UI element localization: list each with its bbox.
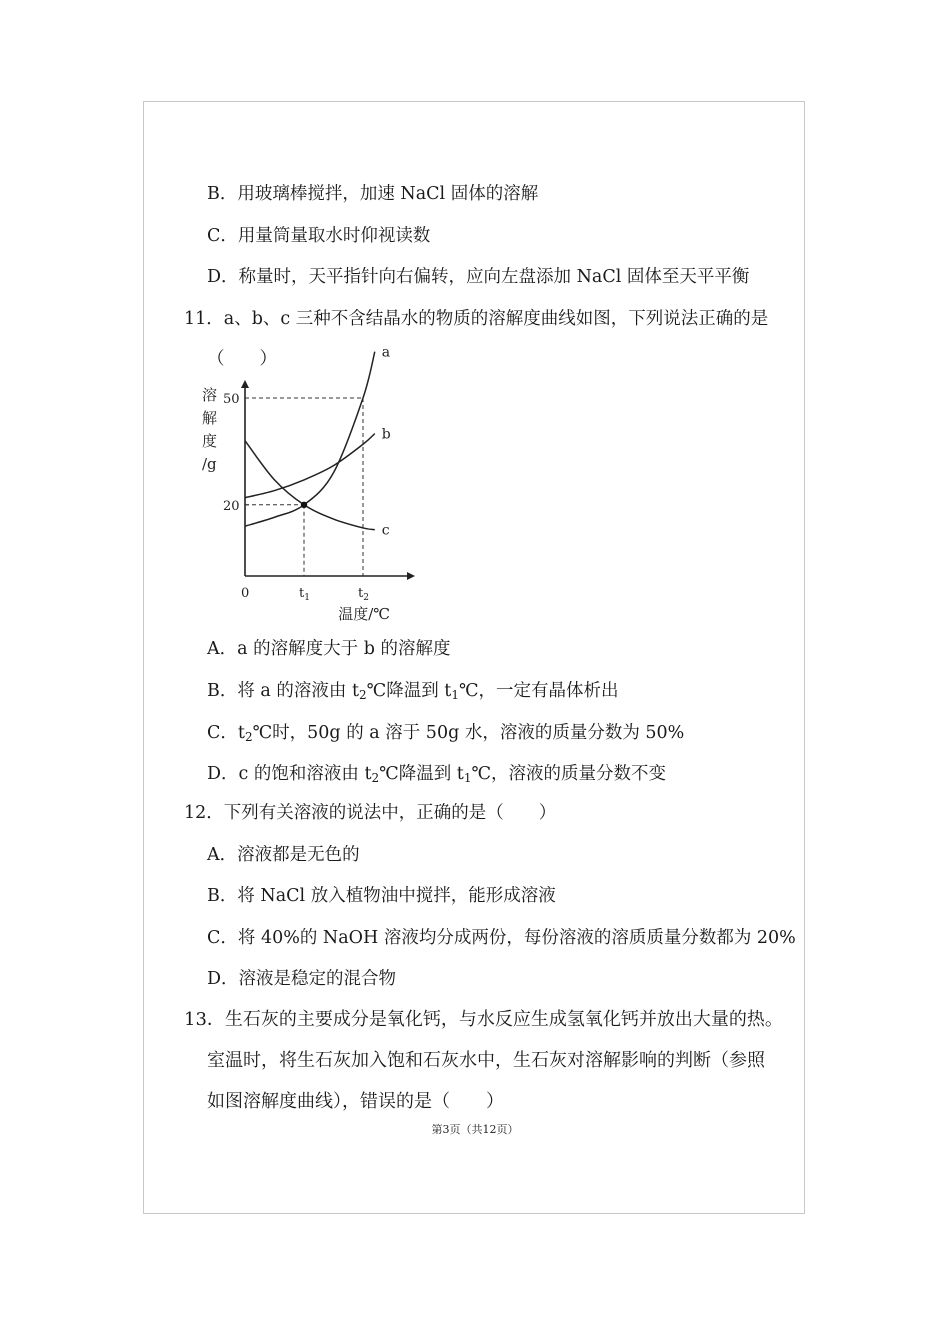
curve-label-b: b: [381, 426, 391, 443]
q12-option-d: D．溶液是稳定的混合物: [207, 969, 397, 989]
page-footer: 第3页（共12页）: [431, 1123, 519, 1136]
q10-option-b: B．用玻璃棒搅拌，加速 NaCl 固体的溶解: [207, 184, 539, 204]
y-axis-arrow-icon: [241, 380, 249, 388]
q11-bracket: （ ）: [207, 349, 277, 369]
curve-c: [245, 441, 375, 530]
x-axis-arrow-icon: [407, 572, 415, 580]
q13-line-2: 室温时，将生石灰加入饱和石灰水中，生石灰对溶解影响的判断（参照: [207, 1050, 765, 1071]
intersection-point: [301, 502, 307, 508]
x-tick-label: $t_1$: [299, 586, 310, 603]
q12-option-a: A．溶液都是无色的: [207, 845, 360, 865]
q13-line-1: 13．生石灰的主要成分是氧化钙，与水反应生成氢氧化钙并放出大量的热。: [184, 1009, 783, 1030]
y-axis-label-char: 溶: [202, 386, 218, 404]
y-tick-label: 50: [223, 392, 240, 407]
x-tick-label: $t_2$: [358, 586, 369, 603]
q13-line-3: 如图溶解度曲线），错误的是（ ）: [207, 1091, 504, 1112]
y-axis-label-char: /g: [202, 455, 217, 473]
origin-label: 0: [241, 586, 250, 601]
q12-option-b: B．将 NaCl 放入植物油中搅拌，能形成溶液: [207, 886, 556, 906]
q11-stem: 11．a、b、c 三种不含结晶水的物质的溶解度曲线如图，下列说法正确的是: [184, 309, 769, 329]
q10-option-d: D．称量时，天平指针向右偏转，应向左盘添加 NaCl 固体至天平平衡: [207, 267, 750, 287]
q10-option-c: C．用量筒量取水时仰视读数: [207, 226, 431, 246]
q12-option-c: C．将 40%的 NaOH 溶液均分成两份，每份溶液的溶质质量分数都为 20%: [207, 928, 796, 948]
y-tick-label: 20: [223, 498, 240, 514]
solubility-chart: [195, 344, 420, 630]
curve-label-a: a: [381, 344, 391, 361]
curve-a: [245, 352, 375, 526]
q11-option-b: B．将 a 的溶液由 $t_2℃$降温到 $t_1℃$，一定有晶体析出: [207, 681, 619, 702]
y-axis-label-char: 解: [202, 409, 218, 427]
q11-option-c: C．$t_2℃$时，50g 的 a 溶于 50g 水，溶液的质量分数为 50%: [207, 723, 685, 744]
q11-option-d: D．c 的饱和溶液由 $t_2℃$降温到 $t_1℃$，溶液的质量分数不变: [207, 764, 667, 785]
curve-label-c: c: [381, 522, 390, 539]
y-axis-label-char: 度: [202, 432, 218, 450]
q11-option-a: A．a 的溶解度大于 b 的溶解度: [207, 639, 451, 659]
q12-stem: 12．下列有关溶液的说法中，正确的是（ ）: [184, 803, 557, 823]
x-axis-label: 温度/℃: [338, 605, 391, 623]
curve-b: [245, 434, 375, 498]
